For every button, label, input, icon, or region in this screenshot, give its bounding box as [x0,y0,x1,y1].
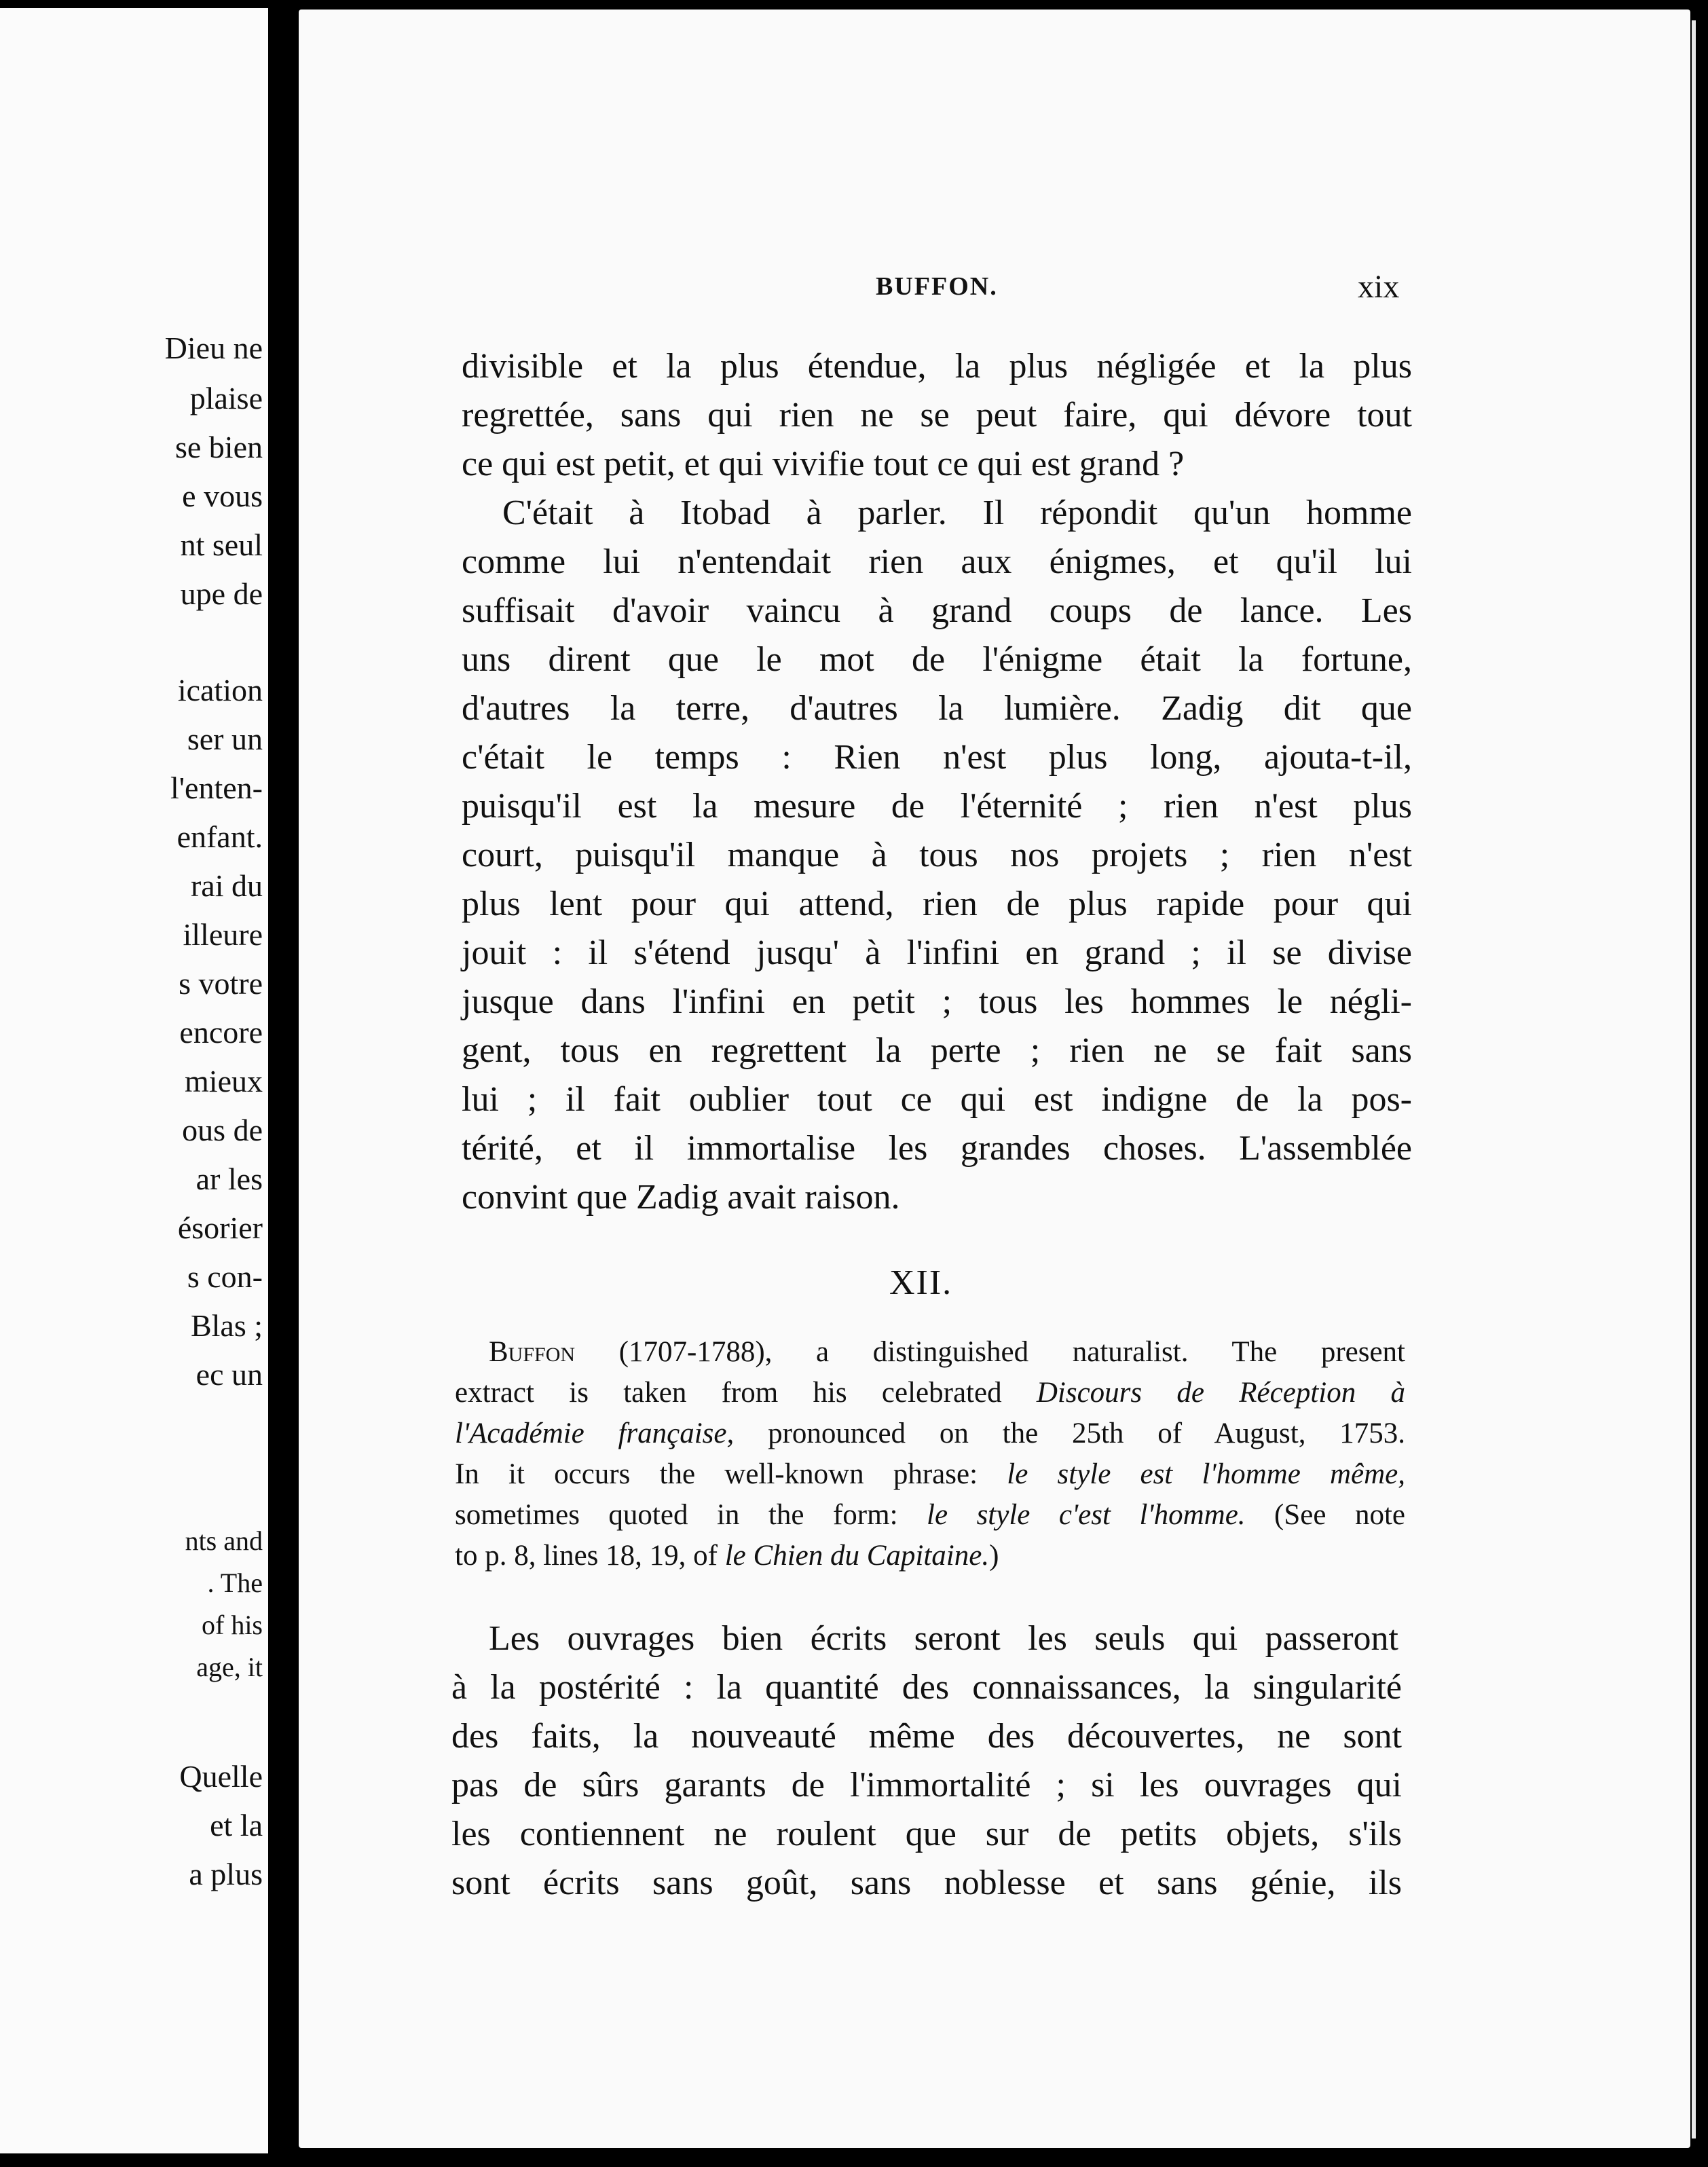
page-edge [1692,20,1696,2138]
left-line: upe de [180,576,263,611]
note-text: ) [989,1540,999,1572]
note-text: to p. 8, lines 18, 19, of [455,1540,718,1572]
left-line: se bien [174,430,263,464]
section-number: XII. [889,1263,953,1302]
left-line: e vous [182,479,263,513]
note-line [455,1541,1405,1570]
text-line: gent, tous en regrettent la perte ; rien ne se fait sans [462,1031,1412,1070]
note-line [455,1378,1405,1407]
left-line: ar les [196,1162,263,1196]
text-line: jusque dans l'infini en petit ; tous les hommes le négli- [462,982,1412,1021]
text-line: à la postérité : la quantité des connaissances, la singularité [451,1668,1402,1707]
left-line: illeure [183,917,263,952]
left-line: ec un [196,1357,263,1392]
note-line [455,1460,1405,1489]
note-line [455,1500,1405,1530]
text-line: Les ouvrages bien écrits seront les seuls qui passeront [489,1619,1398,1658]
note-italic: le style est l'homme même, [1007,1458,1406,1490]
left-line: Blas ; [190,1308,263,1343]
left-line: encore [179,1015,263,1050]
text-line: plus lent pour qui attend, rien de plus rapide pour qui [462,885,1412,923]
left-line: rai du [190,868,263,903]
text-line: regrettée, sans qui rien ne se peut faire, qui dévore tout [462,396,1412,434]
text-line: les contiennent ne roulent que sur de petits objets, s'ils [451,1815,1402,1853]
text-line: d'autres la terre, d'autres la lumière. Zadig dit que [462,689,1412,728]
left-line: Dieu ne [164,331,263,365]
text-line: puisqu'il est la mesure de l'éternité ; rien n'est plus [462,787,1412,826]
left-line: plaise [189,381,263,415]
text-line: court, puisqu'il manque à tous nos projets ; rien n'est [462,836,1412,874]
left-line: l'enten- [170,771,263,805]
note-line [489,1337,1405,1367]
left-line: ication [177,673,263,707]
note-italic: le style c'est l'homme. [927,1499,1246,1531]
text-line: uns dirent que le mot de l'énigme était la fortune, [462,640,1412,679]
note-text: extract is taken from his celebrated [455,1377,1002,1409]
note-text: (1707-1788), a distinguished naturalist. The present [618,1336,1406,1368]
note-italic: le Chien du Capitaine. [724,1540,990,1572]
text-line: térité, et il immortalise les grandes choses. L'assemblée [462,1129,1412,1168]
left-line: enfant. [177,819,263,854]
text-line: c'était le temps : Rien n'est plus long, ajouta-t-il, [462,738,1412,777]
left-line: ser un [187,722,263,756]
page-number: xix [1358,269,1400,305]
left-line: s con- [187,1259,263,1294]
left-line: Quelle [179,1759,263,1794]
text-line: comme lui n'entendait rien aux énigmes, et qu'il lui [462,542,1412,581]
left-line: ésorier [177,1210,263,1245]
note-text: sometimes quoted in the form: [455,1499,898,1531]
left-line: a plus [189,1857,263,1891]
note-text: (See note [1274,1499,1405,1531]
left-line: ous de [182,1113,263,1147]
text-line: suffisait d'avoir vaincu à grand coups de lance. Les [462,591,1412,630]
note-line [455,1419,1405,1448]
left-note-line: . The [207,1568,263,1598]
left-note-line: nts and [185,1525,263,1556]
text-line: lui ; il fait oublier tout ce qui est indigne de la pos- [462,1080,1412,1119]
left-note-line: age, it [196,1652,263,1682]
left-line: nt seul [180,527,263,562]
running-title: BUFFON. [876,272,998,301]
text-line: pas de sûrs garants de l'immortalité ; si les ouvrages qui [451,1766,1402,1804]
left-line: mieux [185,1064,263,1098]
note-italic: Discours de Réception à [1036,1377,1405,1409]
left-line: et la [210,1808,263,1842]
text-line: convint que Zadig avait raison. [462,1178,900,1217]
text-line: divisible et la plus étendue, la plus négligée et la plus [462,347,1412,386]
note-text: In it occurs the well-known phrase: [455,1458,978,1490]
text-line: jouit : il s'étend jusqu' à l'infini en grand ; il se divise [462,933,1412,972]
left-page-fragment [0,8,268,2153]
author-name: Buffon [489,1336,576,1368]
text-line: sont écrits sans goût, sans noblesse et sans génie, ils [451,1864,1402,1902]
text-line: des faits, la nouveauté même des découvertes, ne sont [451,1717,1402,1756]
note-text: pronounced on the 25th of August, 1753. [768,1418,1406,1449]
note-italic: l'Académie française, [455,1418,735,1449]
text-line: C'était à Itobad à parler. Il répondit qu'un homme [502,494,1412,532]
left-note-line: of his [202,1610,263,1640]
text-line: ce qui est petit, et qui vivifie tout ce qui est grand ? [462,445,1185,483]
left-line: s votre [179,966,263,1001]
